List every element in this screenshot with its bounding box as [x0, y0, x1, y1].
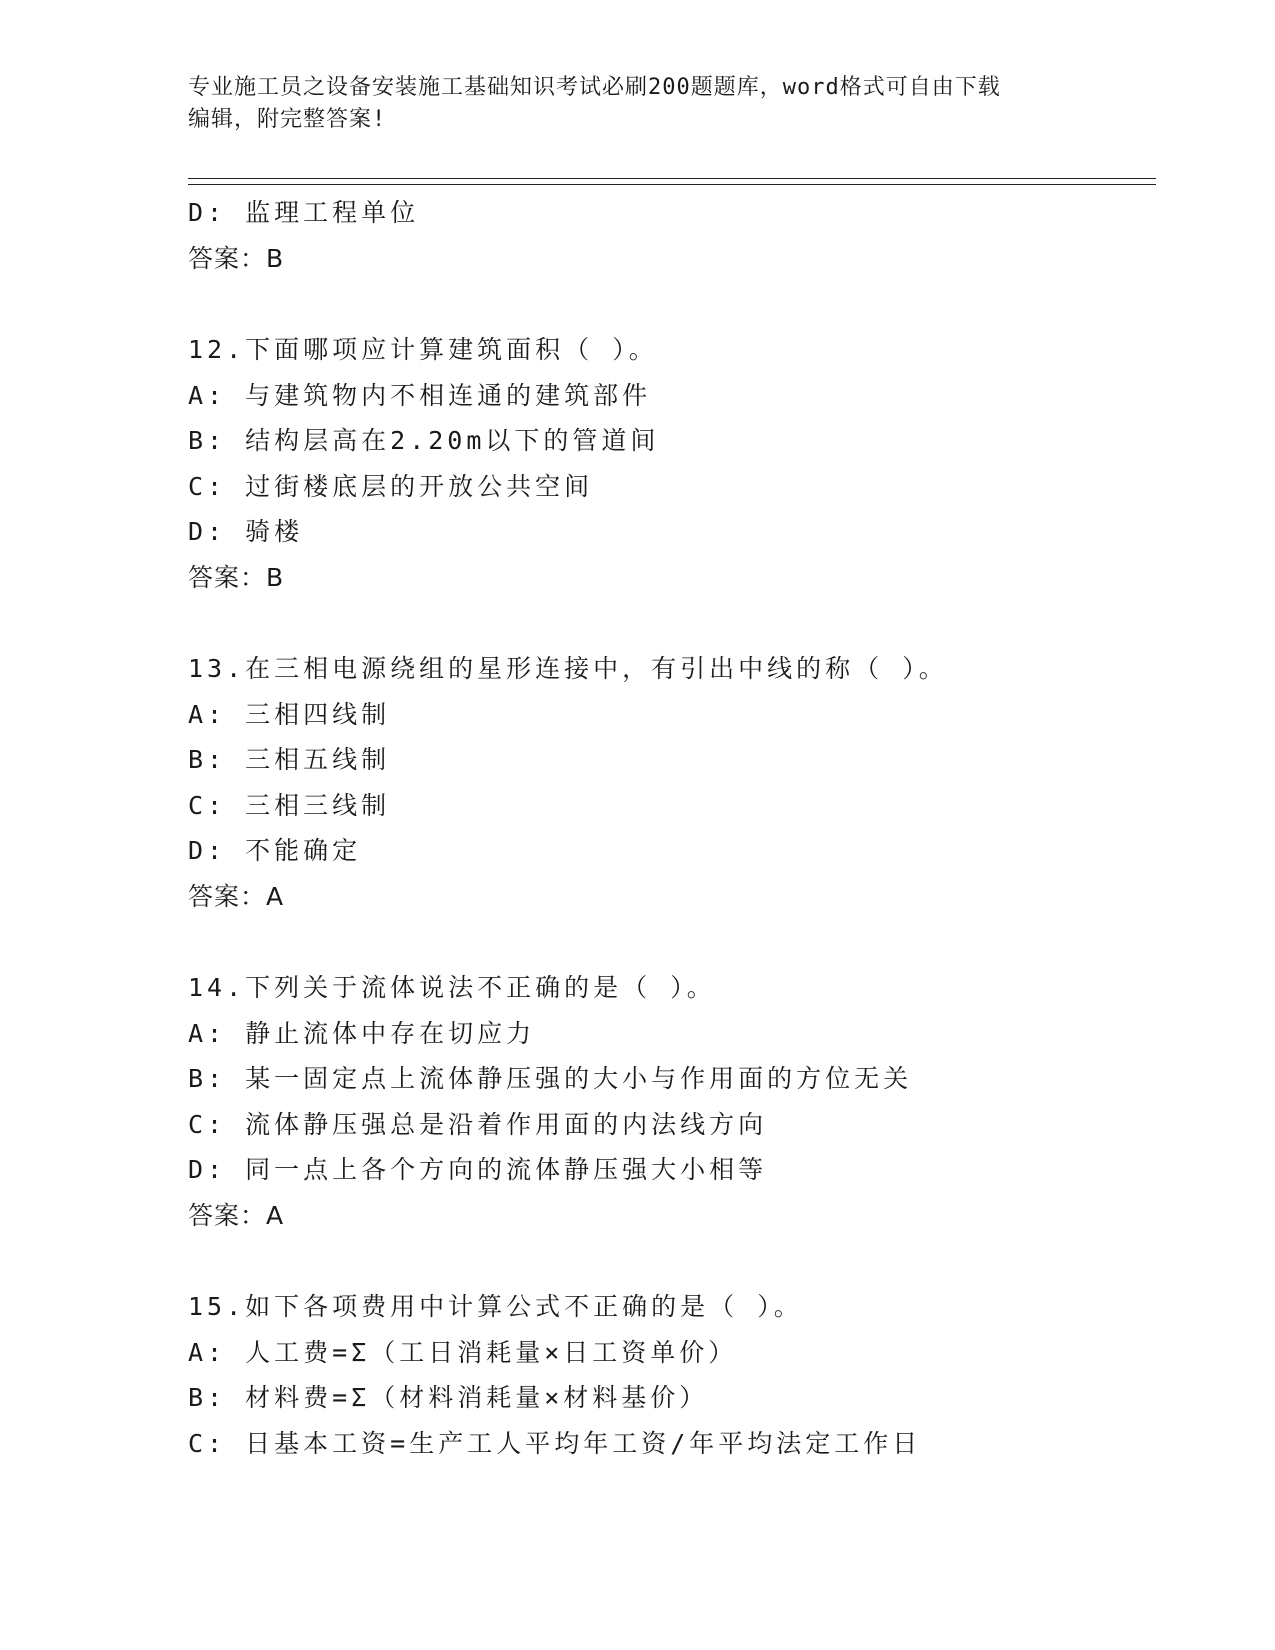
- option-b: B: 材料费=Σ（材料消耗量×材料基价）: [188, 1383, 709, 1412]
- option-c: C: 流体静压强总是沿着作用面的内法线方向: [188, 1109, 768, 1139]
- question-12: [188, 327, 1168, 600]
- spacer: [188, 281, 1168, 327]
- header-divider-top: [188, 178, 1156, 179]
- option-d: D: 骑楼: [188, 517, 304, 546]
- header-title-line-1: 专业施工员之设备安装施工基础知识考试必刷200题题库，word格式可自由下载: [188, 75, 1001, 100]
- continued-answer: 答案：B: [188, 243, 285, 273]
- header-divider-bottom: [188, 184, 1156, 185]
- option-d: D: 同一点上各个方向的流体静压强大小相等: [188, 1155, 768, 1184]
- option-a: A: 静止流体中存在切应力: [188, 1018, 536, 1048]
- option-a: A: 人工费=Σ（工日消耗量×日工资单价）: [188, 1337, 738, 1367]
- answer: 答案：A: [188, 881, 285, 911]
- spacer: [188, 600, 1168, 646]
- option-b: B: 某一固定点上流体静压强的大小与作用面的方位无关: [188, 1064, 913, 1093]
- option-a: A: 与建筑物内不相连通的建筑部件: [188, 380, 652, 410]
- option-b: B: 结构层高在2.20m以下的管道间: [188, 426, 660, 455]
- option-c: C: 日基本工资=生产工人平均年工资/年平均法定工作日: [188, 1428, 922, 1458]
- question-stem: 15.如下各项费用中计算公式不正确的是（ ）。: [188, 1292, 803, 1321]
- question-15: [188, 1284, 1168, 1466]
- answer: 答案：A: [188, 1200, 285, 1230]
- option-c: C: 过街楼底层的开放公共空间: [188, 471, 594, 501]
- continued-option-d: D: 监理工程单位: [188, 198, 420, 227]
- question-stem: 14.下列关于流体说法不正确的是（ ）。: [188, 973, 716, 1002]
- spacer: [188, 1238, 1168, 1284]
- question-list: [188, 190, 1168, 1466]
- answer: 答案：B: [188, 562, 285, 592]
- document-header: [188, 72, 1088, 136]
- header-title-line-2: 编辑，附完整答案!: [188, 107, 387, 132]
- option-a: A: 三相四线制: [188, 699, 391, 729]
- option-b: B: 三相五线制: [188, 745, 391, 774]
- question-13: [188, 646, 1168, 919]
- option-c: C: 三相三线制: [188, 790, 391, 820]
- spacer: [188, 919, 1168, 965]
- question-stem: 13.在三相电源绕组的星形连接中，有引出中线的称（ ）。: [188, 654, 948, 683]
- option-d: D: 不能确定: [188, 836, 362, 865]
- question-14: [188, 965, 1168, 1238]
- question-stem: 12.下面哪项应计算建筑面积（ ）。: [188, 335, 658, 364]
